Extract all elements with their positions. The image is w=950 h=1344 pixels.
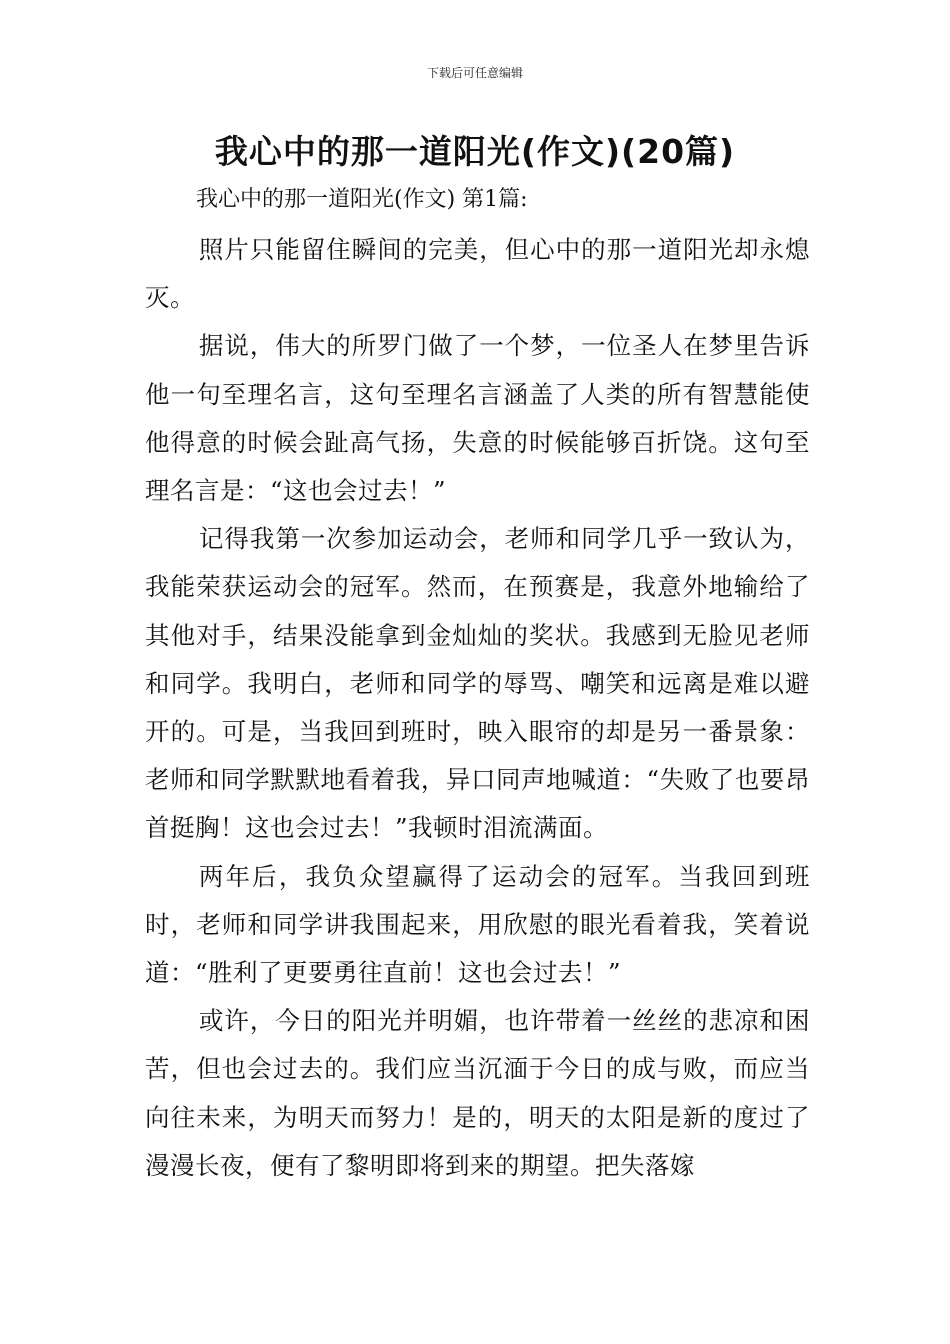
paragraph: 两年后，我负众望赢得了运动会的冠军。当我回到班时，老师和同学讲我围起来，用欣慰的眼光看着我，笑着说道：“胜利了更要勇往直前！这也会过去！” [145, 861, 810, 988]
header-note: 下载后可任意编辑 [426, 66, 523, 80]
section-heading: 我心中的那一道阳光(作文) 第1篇: [196, 187, 528, 212]
article-body [145, 226, 810, 1190]
paragraph: 据说，伟大的所罗门做了一个梦，一位圣人在梦里告诉他一句至理名言，这句至理名言涵盖了人类的所有智慧能使他得意的时候会趾高气扬，失意的时候能够百折饶。这句至理名言是：“这也会过去！” [145, 331, 810, 506]
document-title: 我心中的那一道阳光(作文)(20篇) [214, 132, 736, 171]
paragraph: 照片只能留住瞬间的完美，但心中的那一道阳光却永熄灭。 [145, 235, 810, 313]
paragraph: 记得我第一次参加运动会，老师和同学几乎一致认为，我能荣获运动会的冠军。然而，在预赛是，我意外地输给了其他对手，结果没能拿到金灿灿的奖状。我感到无脸见老师和同学。我明白，老师和同学的辱骂、嘲笑和远离是难以避开的。可是，当我回到班时，映入眼帘的却是另一番景象：老师和同学默默地看着我，异口同声地喊道：“失败了也要昂首挺胸！这也会过去！”我顿时泪流满面。 [145, 524, 810, 843]
paragraph: 或许，今日的阳光并明媚，也许带着一丝丝的悲凉和困苦，但也会过去的。我们应当沉湎于今日的成与败，而应当向往未来，为明天而努力！是的，明天的太阳是新的度过了漫漫长夜，便有了黎明即将到来的期望。把失落嫁 [145, 1006, 810, 1180]
